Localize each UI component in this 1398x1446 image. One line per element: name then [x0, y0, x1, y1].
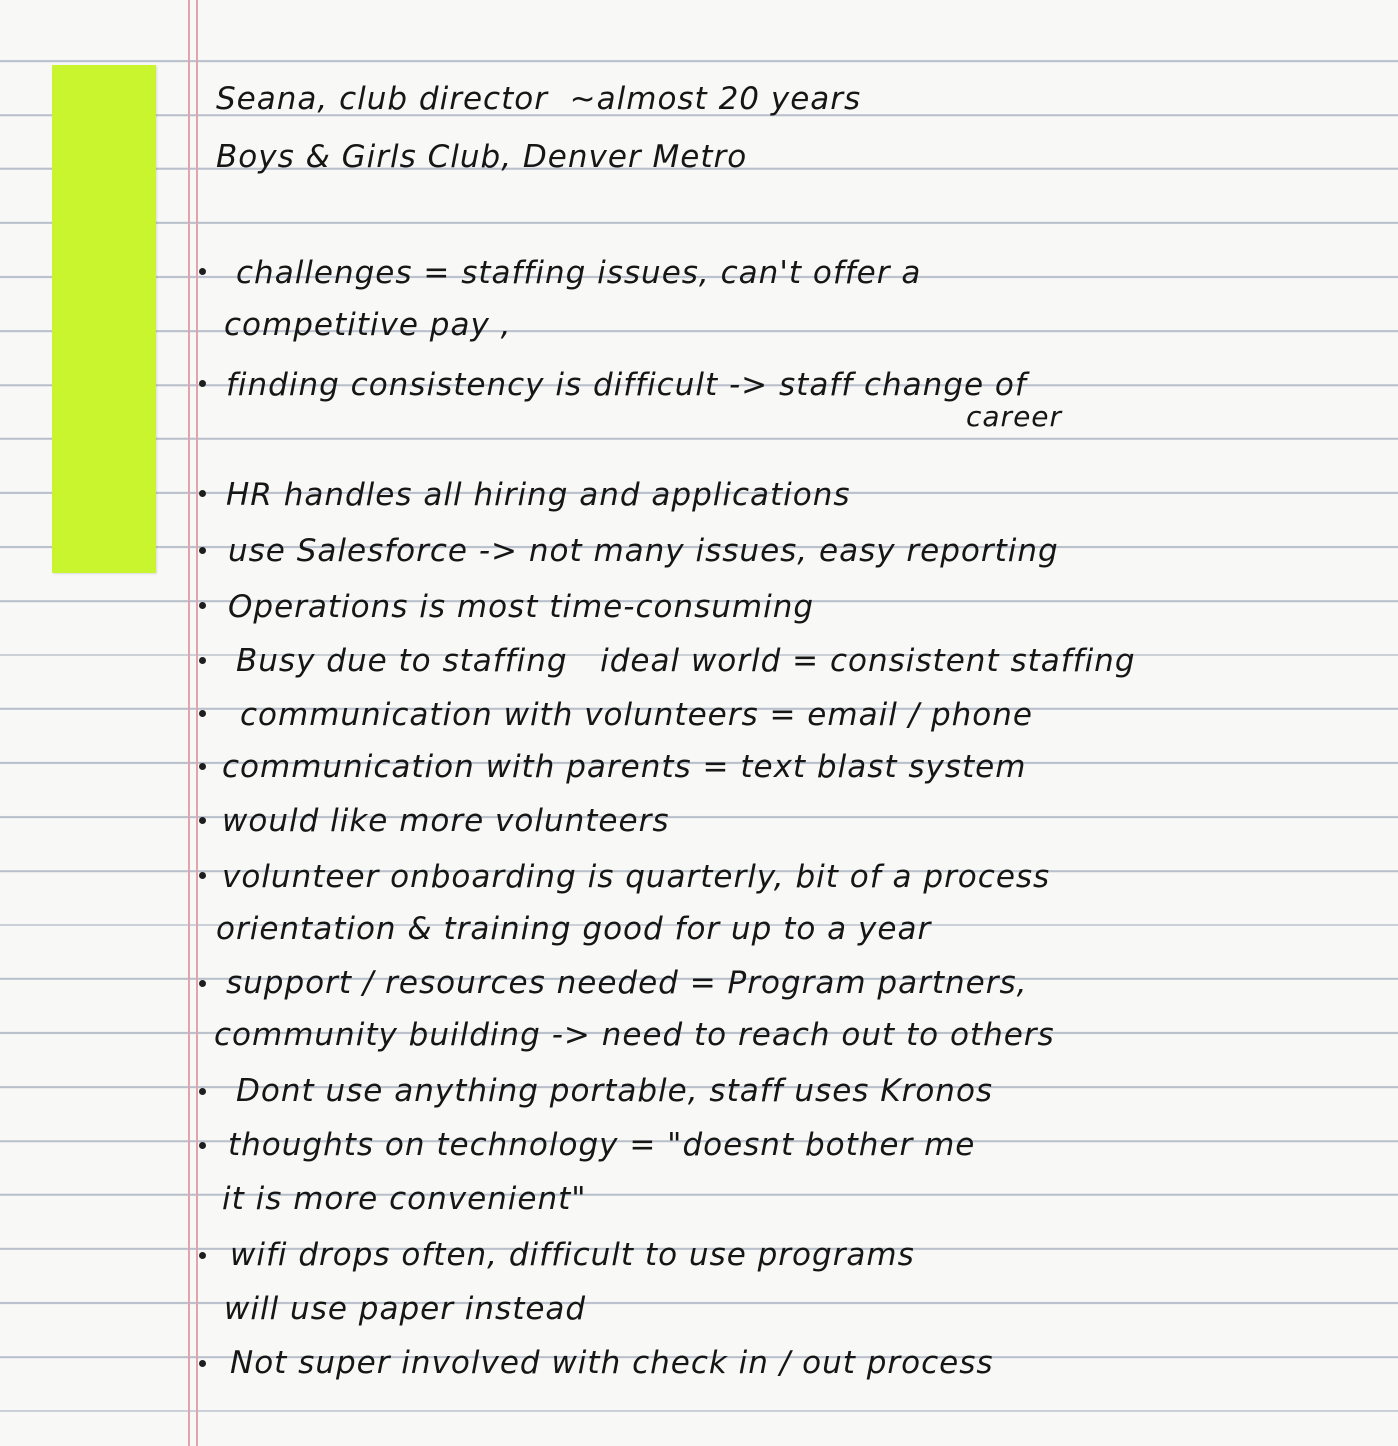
- bullet: [199, 817, 206, 824]
- note-line: competitive pay ,: [224, 307, 512, 343]
- bullet: [199, 763, 206, 770]
- bullet: [199, 710, 206, 717]
- bullet: [199, 268, 206, 275]
- bullet: [199, 547, 206, 554]
- note-line: Dont use anything portable, staff uses Kronos: [236, 1073, 994, 1109]
- bullet: [199, 490, 206, 497]
- bullet: [199, 602, 206, 609]
- note-line: challenges = staffing issues, can't offer a: [236, 255, 922, 291]
- note-line: Busy due to staffing ideal world = consistent staffing: [236, 643, 1136, 679]
- note-line: finding consistency is difficult -> staff change of: [226, 367, 1027, 403]
- note-line: community building -> need to reach out to others: [214, 1017, 1055, 1053]
- bullet: [199, 1360, 206, 1367]
- note-line: Not super involved with check in / out process: [230, 1345, 994, 1381]
- note-line: would like more volunteers: [222, 803, 670, 839]
- note-line: Operations is most time-consuming: [228, 589, 815, 625]
- note-line: thoughts on technology = "doesnt bother me: [228, 1127, 976, 1163]
- bullet: [199, 1142, 206, 1149]
- note-line: communication with volunteers = email / phone: [240, 697, 1033, 733]
- heading-line-2: Boys & Girls Club, Denver Metro: [216, 139, 748, 175]
- bullet: [199, 1088, 206, 1095]
- note-line: volunteer onboarding is quarterly, bit of a process: [222, 859, 1051, 895]
- note-line: it is more convenient": [222, 1181, 587, 1217]
- note-line: orientation & training good for up to a year: [216, 911, 932, 947]
- note-line: career: [966, 400, 1063, 433]
- margin-line: [188, 0, 190, 1446]
- note-line: support / resources needed = Program partners,: [226, 965, 1028, 1001]
- note-line: communication with parents = text blast system: [222, 749, 1027, 785]
- bullet: [199, 872, 206, 879]
- margin-line: [196, 0, 198, 1446]
- bullet: [199, 657, 206, 664]
- note-line: wifi drops often, difficult to use programs: [230, 1237, 915, 1273]
- sticky-note-flag: [52, 65, 156, 573]
- note-line: HR handles all hiring and applications: [226, 477, 851, 513]
- bullet: [199, 980, 206, 987]
- note-line: will use paper instead: [224, 1291, 587, 1327]
- heading-line-1: Seana, club director ~almost 20 years: [216, 81, 862, 117]
- note-line: use Salesforce -> not many issues, easy reporting: [228, 533, 1059, 569]
- bullet: [199, 1252, 206, 1259]
- bullet: [199, 380, 206, 387]
